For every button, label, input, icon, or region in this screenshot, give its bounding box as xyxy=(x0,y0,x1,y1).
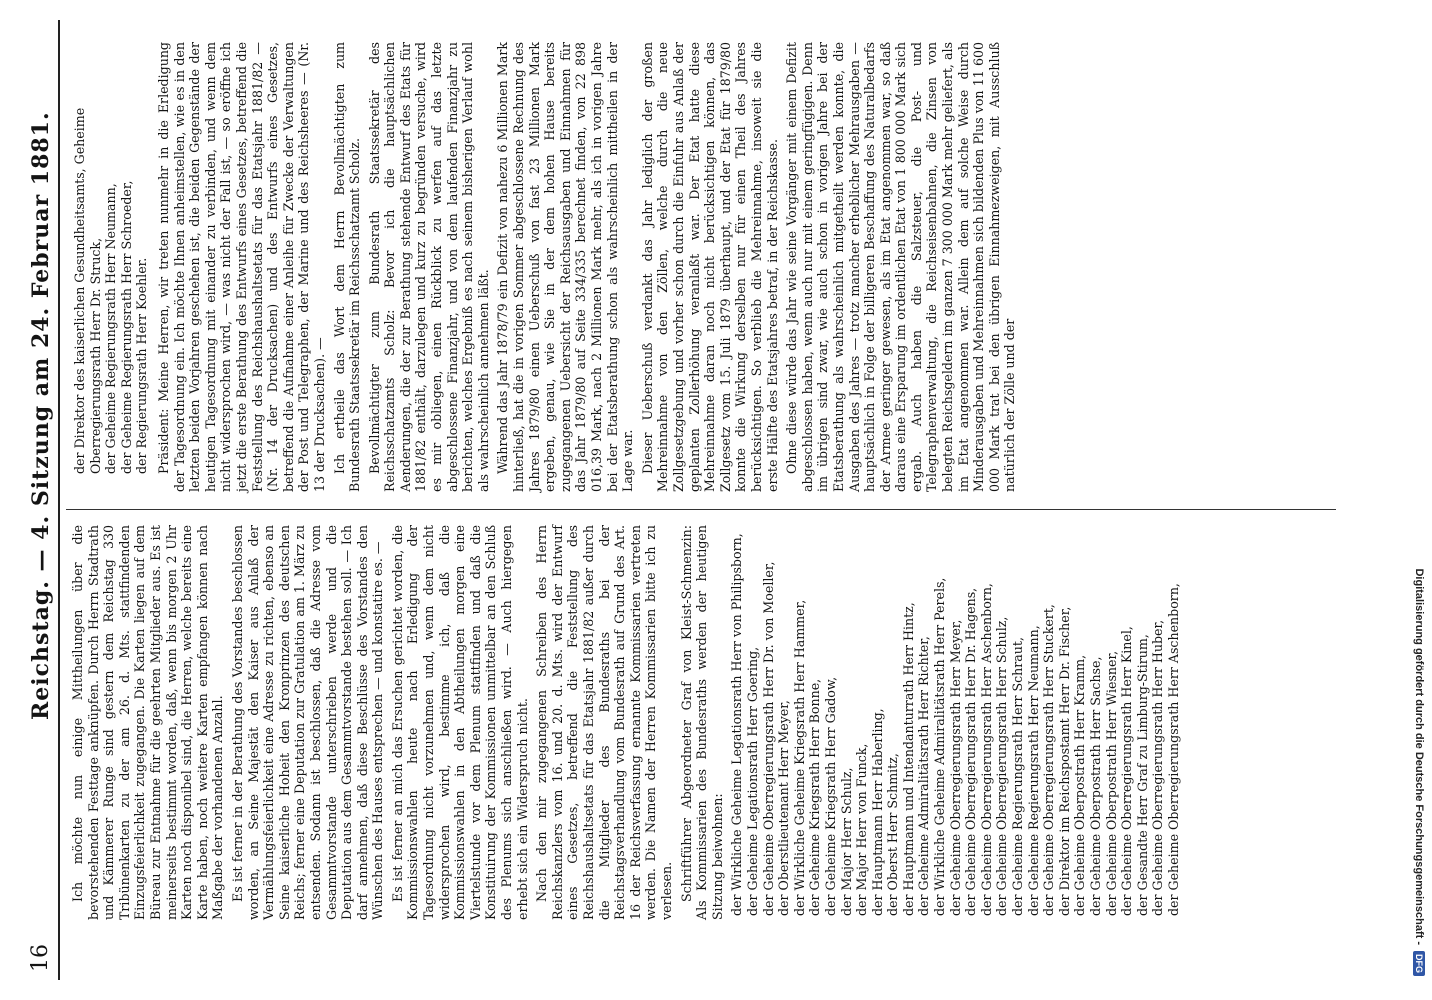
header-rule xyxy=(58,20,60,980)
list-item: der Direktor des kaiserlichen Gesundheitsamts, Geheime Oberregierungsrath Herr Dr. Struck, xyxy=(72,107,103,474)
list-item: der Geheime Oberregierungsrath Herr Meyer, xyxy=(947,619,963,916)
right-column xyxy=(70,42,1018,492)
list-item: der Geheime Oberpostrath Herr Sachse, xyxy=(1088,656,1103,916)
left-column xyxy=(70,525,1181,920)
list-item: der Geheime Oberregierungsrath Herr Kinel, xyxy=(1119,626,1135,916)
list-item: der Geheime Oberregierungsrath Herr Aschenborn, xyxy=(978,583,994,916)
speech-paragraph: Ohne diese würde das Jahr wie seine Vorgänger mit einem Defizit abgeschlossen haben, wenn auch nur mit einem geringfügigen. Denn im übrigen sind zwar, wie auch schon in vorigen Jahre bei der Etatsberathung als wahrscheinlich mitgetheilt werden konnte, die Ausgaben des Jahres — trotz mancher erheblicher Mehrausgaben — hauptsächlich in Folge der billigeren Beschaffung des Naturalbedarfs der Armee geringer gewesen, als im Etat angenommen war, so daß daraus eine Ersparung im ordentlichen Etat von 1 800 000 Mark sich ergab. Auch haben die Salzsteuer, die Post- und Telegraphenverwaltung, die Reichseisenbahnen, die Zinsen von belegten Reichsgeldern im ganzen 7 300 000 Mark mehr geliefert, als im Etat angenommen war. Allein dem auf solche Weise durch Minderausgaben und Mehreinnahmen sich bildenden Plus von 11 600 000 Mark trat bei den übrigen Einnahmezweigen, mit Ausschluß natürlich der Zölle und der xyxy=(784,42,1018,492)
attribution-text: Digitalisierung gefördert durch die Deutsche Forschungsgemeinschaft - xyxy=(1413,568,1425,945)
list-item: der Geheime Regierungsrath Herr Neumann, xyxy=(1025,625,1041,916)
paragraph-kommissarien: Nach den mir zugegangenen Schreiben des Herrn Reichskanzlers vom 16. und 20. d. Mts. wird der Entwurf eines Gesetzes, betreffend die Feststellung des Reichshaushaltsetats für das Etatsjahr 1881/82 außer durch die Mitglieder des Bundesraths bei der Reichstagsverhandlung vom Bundesrath auf Grund des Art. 16 der Reichsverfassung ernannte Kommissarien vertreten werden. Die Namen der Herren Kommissarien bitte ich zu verlesen. xyxy=(534,525,674,920)
column-divider xyxy=(66,509,1336,510)
list-item: der Wirkliche Geheime Admiralitätsrath Herr Perels, xyxy=(932,577,948,916)
list-item: der Hauptmann und Intendanturrath Herr Hintz, xyxy=(900,602,916,916)
list-item: der Geheime Oberregierungsrath Herr Aschenborn, xyxy=(1165,583,1181,916)
attribution-line xyxy=(1406,0,1432,1000)
list-item: der Geheime Legationsrath Herr Goering, xyxy=(744,646,760,916)
president-statement: Präsident: Meine Herren, wir treten nunmehr in die Erledigung der Tagesordnung ein. Ich möchte Ihnen anheimstellen, wie es in den letzten beiden Vorjahren geschehen ist, die beiden Gegenstände der heutigen Tagesordnung mit einander zu verbinden, und wenn dem nicht widersprochen wird, — was nicht der Fall ist, — so eröffne ich jetzt die erste Berathung des Entwurfs eines Gesetzes, betreffend die Feststellung des Reichshaushaltsetats für das Etatsjahr 1881/82 — (Nr. 14 der Drucksachen) und des Entwurfs eines Gesetzes, betreffend die Aufnahme einer Anleihe für Zwecke der Verwaltungen der Post und Telegraphen, der Marine und des Reichsheeres — (Nr. 13 der Drucksachen). — xyxy=(155,42,327,492)
list-item: der Major Herr Schulz, xyxy=(838,767,854,916)
list-item: der Geheime Oberregierungsrath Herr Dr. Hagens, xyxy=(963,587,979,916)
list-item: der Geheime Regierungsrath Herr Neumann, xyxy=(103,183,119,474)
list-item: der Direktor im Reichspostamt Herr Dr. Fischer, xyxy=(1056,606,1072,916)
list-item: der Geheime Oberpostrath Herr Kramm, xyxy=(1072,654,1088,916)
list-item: der Wirkliche Geheime Legationsrath Herr von Philipsborn, xyxy=(729,533,745,916)
list-item: der Oberstlieutenant Herr Meyer, xyxy=(776,700,792,916)
list-item: der Geheime Oberregierungsrath Herr Huber, xyxy=(1150,619,1166,916)
list-item: der Geheime Oberpostrath Herr Wiesner, xyxy=(1103,650,1119,916)
running-title: Reichstag. — 4. Sitzung am 24. Februar 1881. xyxy=(28,111,54,720)
list-item: der Geheime Kriegsrath Herr Bonne, xyxy=(807,678,823,916)
list-item: der Geheime Admiralitätsrath Herr Richter, xyxy=(916,636,932,916)
list-item: der Wirkliche Geheime Kriegsrath Herr Hammer, xyxy=(791,599,807,916)
list-item: der Geheime Regierungsrath Herr Schraut, xyxy=(1010,637,1026,916)
list-item: der Major Herr von Funck, xyxy=(854,743,870,916)
secretary-intro: Schriftführer Abgeordneter Graf von Kleist-Schmenzin: Als Kommissarien des Bundesraths werden der heutigen Sitzung beiwohnen: xyxy=(678,525,725,920)
list-item: der Oberst Herr Schmitz, xyxy=(885,753,901,916)
list-item: der Geheime Oberregierungsrath Herr Dr. von Moeller, xyxy=(760,561,776,916)
list-item: der Geheime Regierungsrath Herr Schroeder, xyxy=(118,180,134,474)
running-header xyxy=(28,15,60,980)
officials-list xyxy=(72,42,150,474)
list-item: der Geheime Oberregierungsrath Herr Schulz, xyxy=(994,616,1010,916)
digitization-footer xyxy=(1406,0,1432,1000)
list-item: der Gesandte Herr Graf zu Limburg-Stirum, xyxy=(1134,634,1150,916)
speech-paragraph: Während das Jahr 1878/79 ein Defizit von nahezu 6 Millionen Mark hinterließ, hat die in vorigen Sommer abgeschlossene Rechnung des Jahres 1879/80 einen Ueberschuß von fast 23 Millionen Mark ergeben, genau, wie Sie in der dem hohen Hause bereits zugegangenen Uebersicht der Reichsausgaben und Einnahmen für das Jahr 1879/80 auf Seite 334/335 berechnet finden, von 22 898 016,39 Mark, nach 2 Millionen Mark mehr, als ich in vorigen Jahre bei der Etatsberathung schon als wahrscheinlich mittheilen in der Lage war. xyxy=(495,42,636,492)
commissioner-list xyxy=(729,525,1181,920)
word-to-scholz: Ich ertheile das Wort dem Herrn Bevollmächtigten zum Bundesrath Staatssekretär im Reichsschatzamt Scholz. xyxy=(331,42,363,492)
paragraph-kommissionswahlen: Es ist ferner an mich das Ersuchen gerichtet worden, die Kommissionswahlen heute nach Erledigung der Tagesordnung nicht vorzunehmen und, wenn dem nicht widersprochen wird, bestimme ich, daß die Kommissionswahlen in den Abtheilungen morgen eine Viertelstunde vor dem Plenum stattfinden und daß die Konstituirung der Kommissionen unmittelbar an den Schluß des Plenums sich anschließen wird. — Auch hiergegen erhebt sich ein Widerspruch nicht. xyxy=(389,525,530,920)
speech-paragraph: Bevollmächtigter zum Bundesrath Staatssekretär des Reichsschatzamts Scholz: Bevor ich die hauptsächlichen Aenderungen, die der zur Berathung stehende Entwurf des Etats für 1881/82 enthält, darzulegen und kurz zu begründen versuche, wird es mir obliegen, einen Rückblick zu werfen auf das letzte abgeschlossene Finanzjahr, und von dem laufenden Finanzjahr zu berichten, welches Ergebniß es nach seinem bisherigen Verlauf wohl als wahrscheinlich annehmen läßt. xyxy=(366,42,491,492)
page-number: 16 xyxy=(28,944,53,972)
list-item: der Hauptmann Herr Haberling, xyxy=(869,708,885,916)
speech-paragraph: Dieser Ueberschuß verdankt das Jahr lediglich der großen Mehreinnahme von den Zöllen, welche durch die neue Zollgesetzgebung und vorher schon durch die Einfuhr aus Anlaß der geplanten Zollerhöhung veranlaßt war. Der Etat hatte diese Mehreinnahme daran noch nicht berücksichtigen können, das Zollgesetz vom 15. Juli 1879 überhaupt, und der Etat für 1879/80 konnte die Wirkung derselben nur für einen Theil des Jahres berücksichtigen. So verblieb die Mehreinnahme, insoweit sie die erste Hälfte des Etatsjahres betraf, in der Reichskasse. xyxy=(639,42,780,492)
paragraph-festtage: Ich möchte nun einige Mittheilungen über die bevorstehenden Festtage anknüpfen. Durch Herrn Stadtrath und Kämmerer Runge sind gestern dem Reichstag 330 Tribünenkarten zu der am 26. d. Mts. stattfindenden Einzugsfeierlichkeit zugegangen. Die Karten liegen auf dem Büreau zur Entnahme für die geehrten Mitglieder aus. Es ist meinerseits bestimmt worden, daß, wenn bis morgen 2 Uhr Karten noch disponibel sind, die Herren, welche bereits eine Karte haben, noch weitere Karten empfangen können nach Maßgabe der vorhandenen Anzahl. xyxy=(70,525,226,920)
dfg-logo: DFG xyxy=(1413,951,1425,976)
paragraph-adresse: Es ist ferner in der Berathung des Vorstandes beschlossen worden, an Seine Majestät den Kaiser aus Anlaß der Vermählungsfeierlichkeit eine Adresse zu richten, ebenso an Seine kaiserliche Hoheit den Kronprinzen des deutschen Reichs; ferner eine Deputation zur Gratulation am 1. März zu entsenden. Sodann ist beschlossen, daß die Adresse vom Gesammtvorstande unterschrieben werde und die Deputation aus dem Gesammtvorstande bestehen soll. — Ich darf annehmen, daß diese Beschlüsse des Vorstandes den Wünschen des Hauses entsprechen — und konstatire es. — xyxy=(229,525,386,920)
list-item: der Geheime Oberregierungsrath Herr Stuckert, xyxy=(1041,604,1057,916)
list-item: der Geheime Kriegsrath Herr Gadow, xyxy=(822,676,838,916)
list-item: der Regierungsrath Herr Koehler. xyxy=(134,257,150,474)
